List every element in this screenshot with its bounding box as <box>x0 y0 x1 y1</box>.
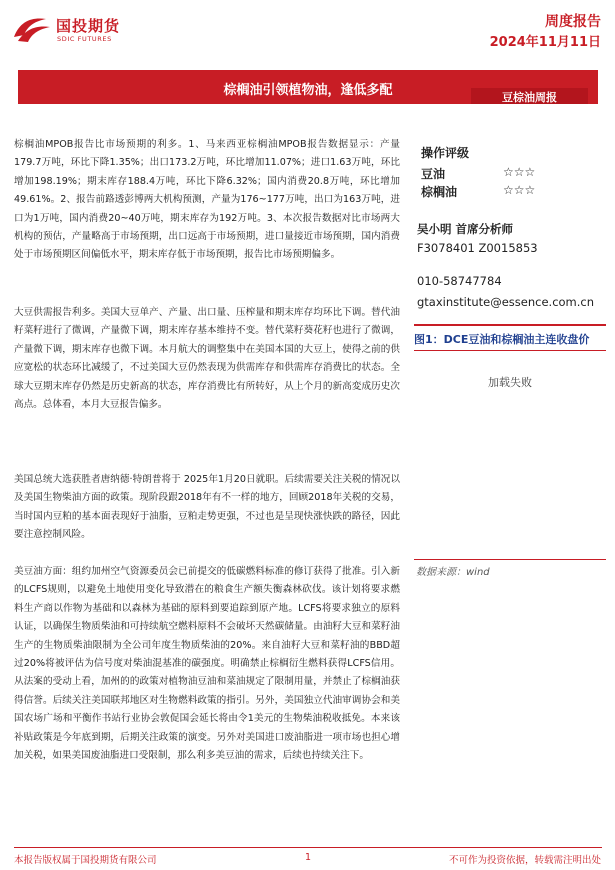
rating-stars-soyoil: ☆☆☆ <box>503 165 536 179</box>
report-type: 周度报告 <box>545 14 601 30</box>
rating-name-soyoil: 豆油 <box>421 167 446 181</box>
report-tag-label: 豆棕油周报 <box>502 91 557 104</box>
logo-text-en: SDIC FUTURES <box>57 35 112 43</box>
figure-load-failed: 加载失败 <box>488 376 532 389</box>
report-tag <box>471 88 588 104</box>
figure-top-rule <box>414 324 606 326</box>
page-title: 棕榈油引领植物油，逢低多配 <box>223 83 393 98</box>
analyst-name: 吴小明 首席分析师 <box>417 222 514 236</box>
paragraph-soybean: 大豆供需报告利多。美国大豆单产、产量、出口量、压榨量和期末库存均环比下调。替代油籽菜籽进行了微调，产量微下调，期末库存基本维持不变。替代菜籽葵花籽也进行了微调，产量微下调，期末库存也微下调。本月航大的调整集中在美国本国的大豆上，使得之前的供应宽松的状态环比减缓了，不过美国大豆仍然表现为供需库存和供需库存消费比的状态。全球大豆期末库存仍然是历史新高的状态，库存消费比有所转好，从上个月的新高変成历史次高点。总体看，本月大豆报告偏多。 <box>14 307 400 411</box>
rating-heading: 操作评级 <box>421 146 470 160</box>
analyst-codes: F3078401 Z0015853 <box>417 241 538 255</box>
analyst-email[interactable]: gtaxinstitute@essence.com.cn <box>417 295 595 309</box>
page-number: 1 <box>305 852 312 863</box>
paragraph-soyoil: 美豆油方面：组约加州空气资源委员会已前提交的低碳燃料标准的修订获得了批准。引入新的LCFS规则，以避免土地使用变化导致潜在的粮食生产额失衡森林砍伐。该计划将要求燃料生产商以作物为基础和以森林为基础的原料到要追踪到原产地。LCFS将要求独立的原料认证，以确保生物质柴油和可持续航空燃料原料不会破坏天然碳储量。由油籽大豆和菜籽油生产的生物质柴油限制为全公司年度生物质柴油的20%。来自油籽大豆和菜籽油的BBD超过20%将被评估为信号度对柴油混基准的碳强度。明确禁止棕榈衍生燃料获得LCFS信用。从法案的受动上看，加州的的政策对植物油豆油和菜油规定了限制用量，并禁止了棕榈油获得信誉。后续关注美国联邦地区对生物燃料政策的指引。另外，美国独立代油审调协会和美国农场广场和平衡作书站行业协会敦促国会延长将由令1美元的生物柴油税收抵免。本来该补贴政策是今年底到期，后期关注政策的演变。另外对美国进口废油脂进一项市场也担心增加关税，如果美国废油脂进口受限制，那么利多美豆油的需求，后续也持续关注下。 <box>14 566 400 762</box>
analyst-phone: 010-58747784 <box>417 274 502 288</box>
data-source: 数据来源：wind <box>416 567 490 578</box>
figure-bottom-rule <box>414 350 606 351</box>
title-banner <box>18 70 598 104</box>
paragraph-mpob: 棕榈油MPOB报告比市场预期的利多。1、马来西亚棕榈油MPOB报告数据显示：产量179.7万吨，环比下降1.35%；出口173.2万吨，环比增加11.07%；进口1.63万吨，环比增加198.19%；期末库存188.4万吨，环比下降6.32%；国内消费20.8万吨，环比增加49.61%。2、报告前路透彭博两大机构预测，产量为176~177万吨，出口为163万吨，进口为1万吨，国内消费20~40万吨，期末库存为192万吨。3、本次报告数据对比市场两大机构的预估，产量略高于市场预期，出口远高于市场预期，进口量接近市场预期，国内消费处于市场预期区间偏低水平，期末库存低于市场预期，报告比市场预期偏多。 <box>14 139 400 261</box>
company-logo <box>12 13 152 49</box>
rating-name-palmoil: 棕榈油 <box>421 185 458 199</box>
paragraph-policy: 美国总统大选获胜者唐纳德·特朗普将于 2025年1月20日就职。后续需要关注关税的情况以及美国生物柴油方面的政策。现阶段跟2018年有不一样的地方，回顾2018年关税的交易，当时国内豆粕的基本面表现好于油脂，豆粕走势更强，不过也是呈现快涨快跌的路径，因此要注意控制风险。 <box>14 474 400 541</box>
footer-disclaimer: 不可作为投资依据，转载需注明出处 <box>448 855 601 866</box>
logo-text-cn: 国投期货 <box>56 17 121 35</box>
source-rule <box>414 559 606 560</box>
figure-caption: 图1：DCE豆油和棕榈油主连收盘价 <box>414 333 590 346</box>
rating-stars-palmoil: ☆☆☆ <box>503 183 536 197</box>
sdic-logo-icon <box>12 15 52 45</box>
footer-copyright: 本报告版权属于国投期货有限公司 <box>14 855 157 866</box>
footer-rule <box>14 847 602 848</box>
report-date: 2024年11月11日 <box>489 35 601 50</box>
